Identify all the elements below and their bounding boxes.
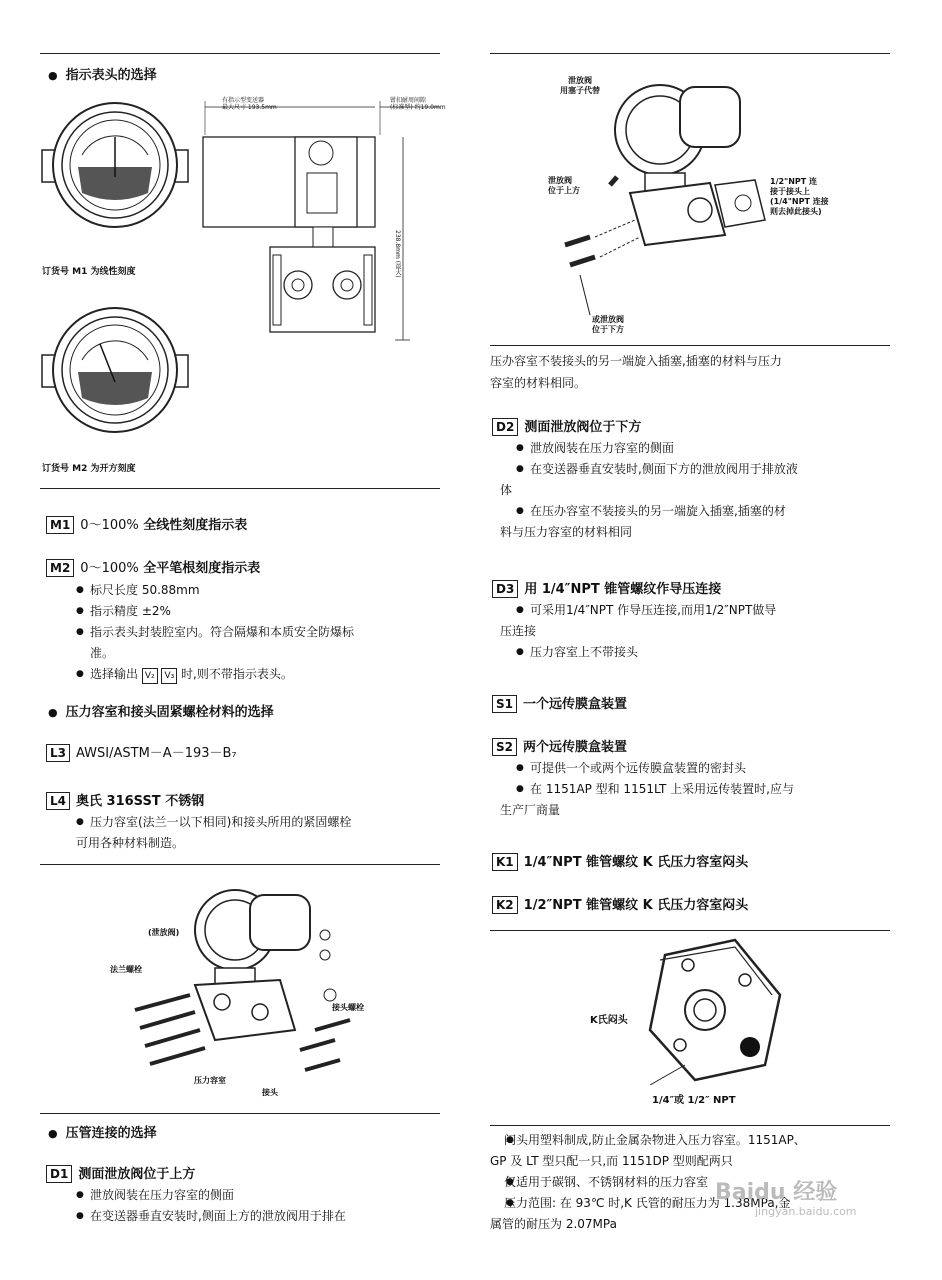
divider <box>490 930 890 931</box>
note-text: 仅适用于碳钢、不锈钢材料的压力容室 <box>504 1175 709 1189</box>
option-m1 <box>46 514 247 534</box>
option-s2 <box>492 736 627 756</box>
list-item: 准。 <box>90 646 115 660</box>
option-m2 <box>46 557 260 577</box>
label-k-npt: 1/4″或 1/2″ NPT <box>652 1095 736 1106</box>
divider <box>40 53 440 54</box>
option-title: 奥氏 316SST 不锈钢 <box>76 794 205 809</box>
list-item <box>490 1130 890 1151</box>
option-title: 测面泄放阀位于上方 <box>78 1167 196 1182</box>
list-item: ● 压力容室上不带接头 <box>500 642 895 663</box>
option-code: D1 <box>46 1165 72 1183</box>
option-code: D3 <box>492 580 518 598</box>
list-item: ● 可提供一个或两个远传膜盒装置的密封头 <box>500 758 895 779</box>
list-item: ● 泄放阀装在压力容室的侧面 <box>500 438 895 459</box>
option-code: S2 <box>492 738 517 756</box>
divider <box>490 1125 890 1126</box>
pipe-section-title: ● 压管连接的选择 <box>48 1122 157 1141</box>
list-item: 压连接 <box>500 624 537 638</box>
option-k1 <box>492 851 748 871</box>
intro-line: 容室的材料相同。 <box>490 376 587 390</box>
option-title: 全平笔根刻度指示表 <box>143 561 261 576</box>
intro-line: 压办容室不装接头的另一端旋入插塞,插塞的材料与压力 <box>490 354 782 368</box>
option-title: AWSI/ASTM－A－193－B₇ <box>76 746 237 761</box>
divider <box>40 864 440 865</box>
option-title: 用 1/4″NPT 锥管螺纹作导压连接 <box>524 582 722 597</box>
dim-label-vertical: 238.8mm (最大) <box>394 230 401 278</box>
label-joint-bolt: 接头螺栓 <box>332 1003 364 1012</box>
list-item: 属管的耐压为 2.07MPa <box>490 1217 617 1231</box>
list-item: ● 标尺长度 50.88mm <box>60 580 440 601</box>
option-title: 全线性刻度指示表 <box>143 518 248 533</box>
label-drain-plug: 泄放阀 用塞子代替 <box>560 76 600 95</box>
option-code: S1 <box>492 695 517 713</box>
indicator-m2-drawing <box>40 300 190 460</box>
option-code: K1 <box>492 853 518 871</box>
m2-caption: 订货号 M2 为开方刻度 <box>42 464 136 474</box>
select-pre: 选择输出 <box>90 667 139 681</box>
indicator-section-title: ● 指示表头的选择 <box>48 64 157 83</box>
note-text: 压力范围: 在 93℃ 时,K 氏管的耐压力为 1.38MPa,金 <box>504 1196 791 1210</box>
label-joint: 接头 <box>262 1088 278 1097</box>
option-title: 两个远传膜盒装置 <box>523 740 628 755</box>
option-code: M1 <box>46 516 74 534</box>
divider <box>40 1113 440 1114</box>
d3-bullet-list <box>500 600 895 663</box>
list-item: ● 压力容室(法兰一以下相同)和接头所用的紧固螺栓 <box>60 812 440 833</box>
label-drain-bottom: 或泄放阀 位于下方 <box>592 315 624 334</box>
l4-bullet-list <box>60 812 440 854</box>
d1-bullet-list <box>60 1185 440 1227</box>
option-code: D2 <box>492 418 518 436</box>
list-item: ● 指示表头封装腔室内。符合隔爆和本质安全防爆标 <box>60 622 440 643</box>
intro-paragraph <box>490 350 890 394</box>
option-title: 测面泄放阀位于下方 <box>524 420 642 435</box>
list-item: 生产厂商量 <box>500 803 561 817</box>
list-item: 可用各种材料制造。 <box>76 836 185 850</box>
transmitter-dimension-drawing <box>195 95 445 350</box>
option-k2 <box>492 894 748 914</box>
exploded-transmitter-drawing <box>120 880 370 1100</box>
option-title: 一个远传膜盒装置 <box>523 697 628 712</box>
list-item: ● 泄放阀装在压力容室的侧面 <box>60 1185 440 1206</box>
label-drain-top: 泄放阀 位于上方 <box>548 176 580 195</box>
option-code: L4 <box>46 792 70 810</box>
list-item: ● 在压办容室不装接头的另一端旋入插塞,插塞的材 <box>500 501 895 522</box>
list-item: ● 在 1151AP 型和 1151LT 上采用远传装置时,应与 <box>500 779 895 800</box>
bolt-section-title: ● 压力容室和接头固紧螺栓材料的选择 <box>48 701 274 720</box>
list-item: ● 可采用1/4″NPT 作导压连接,而用1/2″NPT做导 <box>500 600 895 621</box>
d2-bullet-list <box>500 438 895 543</box>
label-flange-bolt: 法兰螺栓 <box>110 965 142 974</box>
dim-label-top: 有指示型变送器 最大尺寸 193.5mm <box>222 97 277 111</box>
option-title: 1/2″NPT 锥管螺纹 K 氏压力容室闷头 <box>523 898 749 913</box>
divider <box>490 345 890 346</box>
list-item: ● 在变送器垂直安装时,侧面上方的泄放阀用于排在 <box>60 1206 440 1227</box>
divider <box>40 488 440 489</box>
list-item: 料与压力容室的材料相同 <box>500 525 633 539</box>
watermark-url: jingyan.baidu.com <box>755 1205 857 1218</box>
list-item: ● 在变送器垂直安装时,侧面下方的泄放阀用于排放液 <box>500 459 895 480</box>
list-item <box>60 664 440 685</box>
select-post: 时,则不带指示表头。 <box>181 667 293 681</box>
label-drain: (泄放阀) <box>148 928 180 937</box>
label-npt-half: 1/2"NPT 连 接于接头上 (1/4"NPT 连接 则去掉此接头) <box>770 177 829 216</box>
m1-caption: 订货号 M1 为线性刻度 <box>42 267 136 277</box>
option-code: M2 <box>46 559 74 577</box>
watermark: Baidu 经验 <box>715 1180 838 1205</box>
code-v3: V₃ <box>161 668 177 684</box>
label-chamber: 压力容室 <box>194 1076 226 1085</box>
code-v2: V₂ <box>142 668 158 684</box>
option-s1 <box>492 693 627 713</box>
option-code: L3 <box>46 744 70 762</box>
divider <box>490 53 890 54</box>
indicator-m1-drawing <box>40 95 190 255</box>
option-l3 <box>46 742 237 762</box>
list-item: 体 <box>500 483 513 497</box>
option-range: 0～100% <box>80 561 139 576</box>
option-code: K2 <box>492 896 518 914</box>
option-d1 <box>46 1163 195 1183</box>
dim-label-right: 钳扣耐周间隙 (标准型) 约19.0mm <box>390 97 446 111</box>
note-text: 闷头用塑料制成,防止金属杂物进入压力容室。1151AP、 <box>504 1133 806 1147</box>
option-range: 0～100% <box>80 518 139 533</box>
s2-bullet-list <box>500 758 895 821</box>
k-plug-drawing <box>640 935 790 1085</box>
list-item: ● 指示精度 ±2% <box>60 601 440 622</box>
list-item: GP 及 LT 型只配一只,而 1151DP 型则配两只 <box>490 1154 733 1168</box>
option-l4 <box>46 790 204 810</box>
option-title: 1/4″NPT 锥管螺纹 K 氏压力容室闷头 <box>523 855 749 870</box>
option-d2 <box>492 416 641 436</box>
m2-bullet-list <box>60 580 440 685</box>
label-k-head: K氏闷头 <box>590 1015 628 1026</box>
option-d3 <box>492 578 721 598</box>
drain-valve-drawing <box>545 65 805 340</box>
